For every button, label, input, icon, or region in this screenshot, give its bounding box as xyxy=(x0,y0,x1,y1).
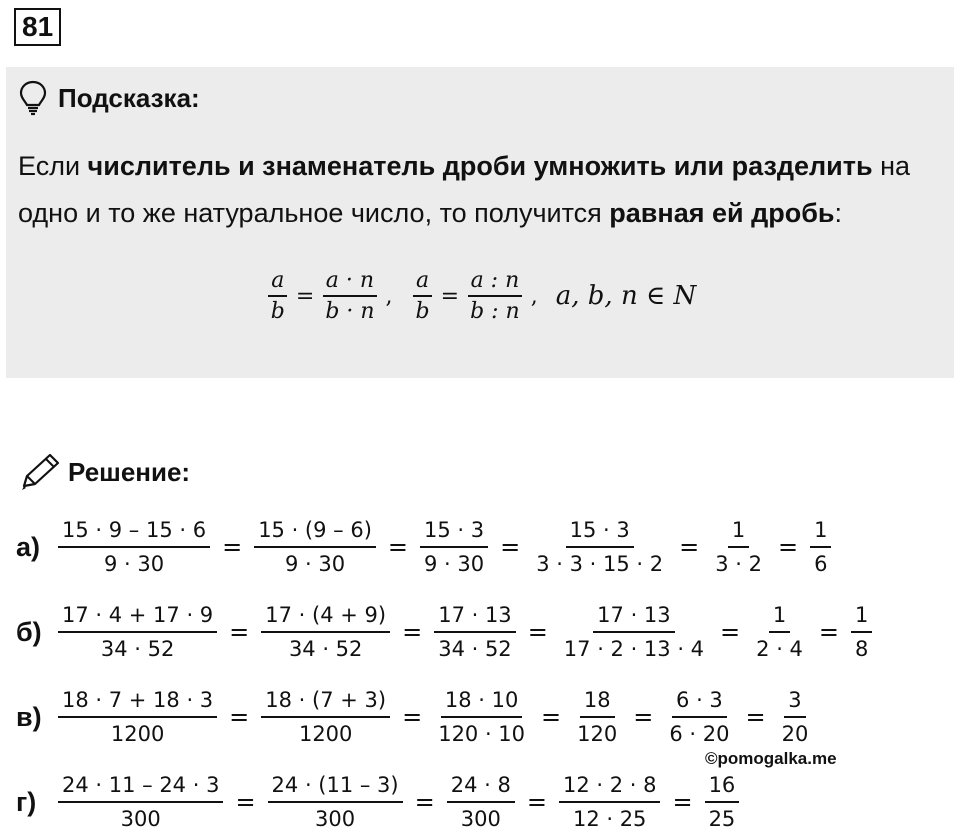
fraction-numerator: 17 · (4 + 9) xyxy=(261,603,390,633)
fraction-numerator: 16 xyxy=(705,773,740,803)
solution-row xyxy=(16,518,835,576)
fraction-denominator: 300 xyxy=(315,807,356,831)
fraction-numerator: 1 xyxy=(851,603,872,633)
fraction-numerator: 12 · 2 · 8 xyxy=(559,773,661,803)
hint-formula xyxy=(0,268,960,324)
fraction xyxy=(705,773,740,831)
fraction-denominator: 17 · 2 · 13 · 4 xyxy=(563,637,705,661)
fraction-denominator: 6 · 20 xyxy=(669,722,730,746)
fraction xyxy=(58,688,217,746)
row-label: а) xyxy=(16,531,41,562)
fraction-numerator: 18 · 7 + 18 · 3 xyxy=(58,688,217,718)
equals-sign: = xyxy=(387,533,409,561)
fraction xyxy=(254,518,376,576)
fraction-numerator: 15 · (9 – 6) xyxy=(254,518,376,548)
fraction-numerator: a xyxy=(268,268,287,297)
fraction-numerator: 1 xyxy=(810,518,831,548)
hint-text-plain: на одно и то же натуральное число, то получится xyxy=(18,151,911,228)
fraction-numerator: 18 xyxy=(580,688,615,718)
fraction-numerator: a · n xyxy=(323,268,377,297)
fraction xyxy=(420,518,488,576)
fraction-numerator: 18 · 10 xyxy=(441,688,522,718)
fraction xyxy=(58,773,223,831)
fraction-numerator: 6 · 3 xyxy=(672,688,727,718)
lightbulb-icon xyxy=(18,80,48,116)
comma: , xyxy=(385,283,393,309)
fraction-denominator: 9 · 30 xyxy=(103,552,165,576)
fraction xyxy=(851,603,872,661)
equals-sign: = xyxy=(720,618,741,646)
fraction-numerator: 18 · (7 + 3) xyxy=(261,688,390,718)
formula-fraction xyxy=(322,268,377,324)
equals-sign: = xyxy=(745,703,766,731)
solution-row xyxy=(16,688,816,746)
fraction-numerator: 15 · 3 xyxy=(566,518,634,548)
row-label: г) xyxy=(16,786,37,817)
hint-text-bold: равная ей дробь xyxy=(609,198,835,228)
fraction xyxy=(752,603,807,661)
fraction-numerator: 24 · 11 – 24 · 3 xyxy=(58,773,223,803)
fraction-numerator: 15 · 3 xyxy=(420,518,488,548)
formula-fraction xyxy=(413,268,433,324)
fraction-denominator: 34 · 52 xyxy=(288,637,363,661)
fraction-denominator: 300 xyxy=(120,807,161,831)
equals-sign: = xyxy=(402,703,423,731)
fraction-numerator: a xyxy=(413,268,432,297)
formula-fraction xyxy=(467,268,523,324)
fraction-numerator: 24 · (11 – 3) xyxy=(268,773,403,803)
fraction xyxy=(261,688,390,746)
watermark: ©pomogalka.me xyxy=(705,749,837,768)
fraction xyxy=(573,688,621,746)
hint-text-bold: числитель и знаменатель дроби умножить или разделить xyxy=(87,151,873,181)
equals-sign: = xyxy=(526,788,547,816)
equals-sign: = xyxy=(818,618,840,646)
fraction xyxy=(434,688,529,746)
fraction-numerator: 15 · 9 – 15 · 6 xyxy=(58,518,210,548)
fraction-denominator: 6 xyxy=(814,552,828,576)
solution-title xyxy=(18,452,190,492)
fraction-denominator: b · n xyxy=(325,299,375,324)
fraction-denominator: 120 xyxy=(577,722,618,746)
fraction xyxy=(810,518,831,576)
hint-title-text: Подсказка: xyxy=(58,82,200,113)
fraction-numerator: 24 · 8 xyxy=(447,773,515,803)
fraction-denominator: 25 xyxy=(708,807,736,831)
equals-sign: = xyxy=(229,703,250,731)
solution-row xyxy=(16,773,743,831)
hint-text-plain: : xyxy=(834,198,843,228)
fraction xyxy=(58,518,210,576)
fraction xyxy=(559,773,661,831)
equals-sign: = xyxy=(633,703,654,731)
formula-domain: a, b, n ∈ N xyxy=(555,281,697,311)
equals-sign: = xyxy=(402,618,423,646)
equals-sign: = xyxy=(414,788,435,816)
equals-sign: = xyxy=(440,283,460,309)
fraction-denominator: 1200 xyxy=(298,722,353,746)
fraction xyxy=(58,603,217,661)
hint-text xyxy=(18,143,948,237)
fraction-denominator: 9 · 30 xyxy=(424,552,485,576)
pencil-icon xyxy=(18,452,62,492)
hint-title xyxy=(18,80,200,116)
fraction-denominator: 34 · 52 xyxy=(438,637,512,661)
fraction-numerator: 17 · 4 + 17 · 9 xyxy=(58,603,217,633)
task-number: 81 xyxy=(14,8,61,46)
fraction-numerator: 17 · 13 xyxy=(593,603,674,633)
comma: , xyxy=(530,283,538,309)
fraction-denominator: 20 xyxy=(781,722,809,746)
fraction-denominator: b xyxy=(415,299,430,324)
formula-fraction xyxy=(268,268,288,324)
solution-title-text: Решение: xyxy=(68,456,191,487)
equals-sign: = xyxy=(500,533,521,561)
equals-sign: = xyxy=(527,618,548,646)
hint-text-plain: Если xyxy=(18,151,88,181)
fraction xyxy=(665,688,733,746)
row-label: б) xyxy=(16,616,42,647)
fraction-denominator: 2 · 4 xyxy=(756,637,803,661)
fraction xyxy=(711,518,766,576)
fraction xyxy=(447,773,515,831)
solution-row xyxy=(16,603,876,661)
fraction xyxy=(261,603,390,661)
fraction xyxy=(268,773,403,831)
row-label: в) xyxy=(16,701,42,732)
fraction xyxy=(560,603,708,661)
fraction-numerator: a : n xyxy=(468,268,523,297)
fraction xyxy=(532,518,667,576)
equals-sign: = xyxy=(541,703,562,731)
fraction xyxy=(778,688,813,746)
fraction-numerator: 3 xyxy=(784,688,805,718)
equals-sign: = xyxy=(222,533,243,561)
fraction-denominator: b : n xyxy=(470,299,520,324)
fraction-denominator: 34 · 52 xyxy=(100,637,175,661)
equals-sign: = xyxy=(672,788,693,816)
fraction-denominator: 3 · 3 · 15 · 2 xyxy=(536,552,664,576)
fraction-denominator: 12 · 25 xyxy=(572,807,647,831)
fraction-denominator: 3 · 2 xyxy=(715,552,762,576)
equals-sign: = xyxy=(235,788,256,816)
equals-sign: = xyxy=(229,618,250,646)
fraction-numerator: 1 xyxy=(769,603,790,633)
fraction-numerator: 17 · 13 xyxy=(434,603,515,633)
fraction-numerator: 1 xyxy=(728,518,749,548)
fraction-denominator: 120 · 10 xyxy=(438,722,526,746)
fraction xyxy=(434,603,515,661)
equals-sign: = xyxy=(777,533,799,561)
equals-sign: = xyxy=(295,283,315,309)
fraction-denominator: 300 xyxy=(460,807,501,831)
fraction-denominator: 8 xyxy=(855,637,869,661)
fraction-denominator: 1200 xyxy=(110,722,165,746)
fraction-denominator: 9 · 30 xyxy=(284,552,346,576)
fraction-denominator: b xyxy=(270,299,285,324)
equals-sign: = xyxy=(679,533,700,561)
